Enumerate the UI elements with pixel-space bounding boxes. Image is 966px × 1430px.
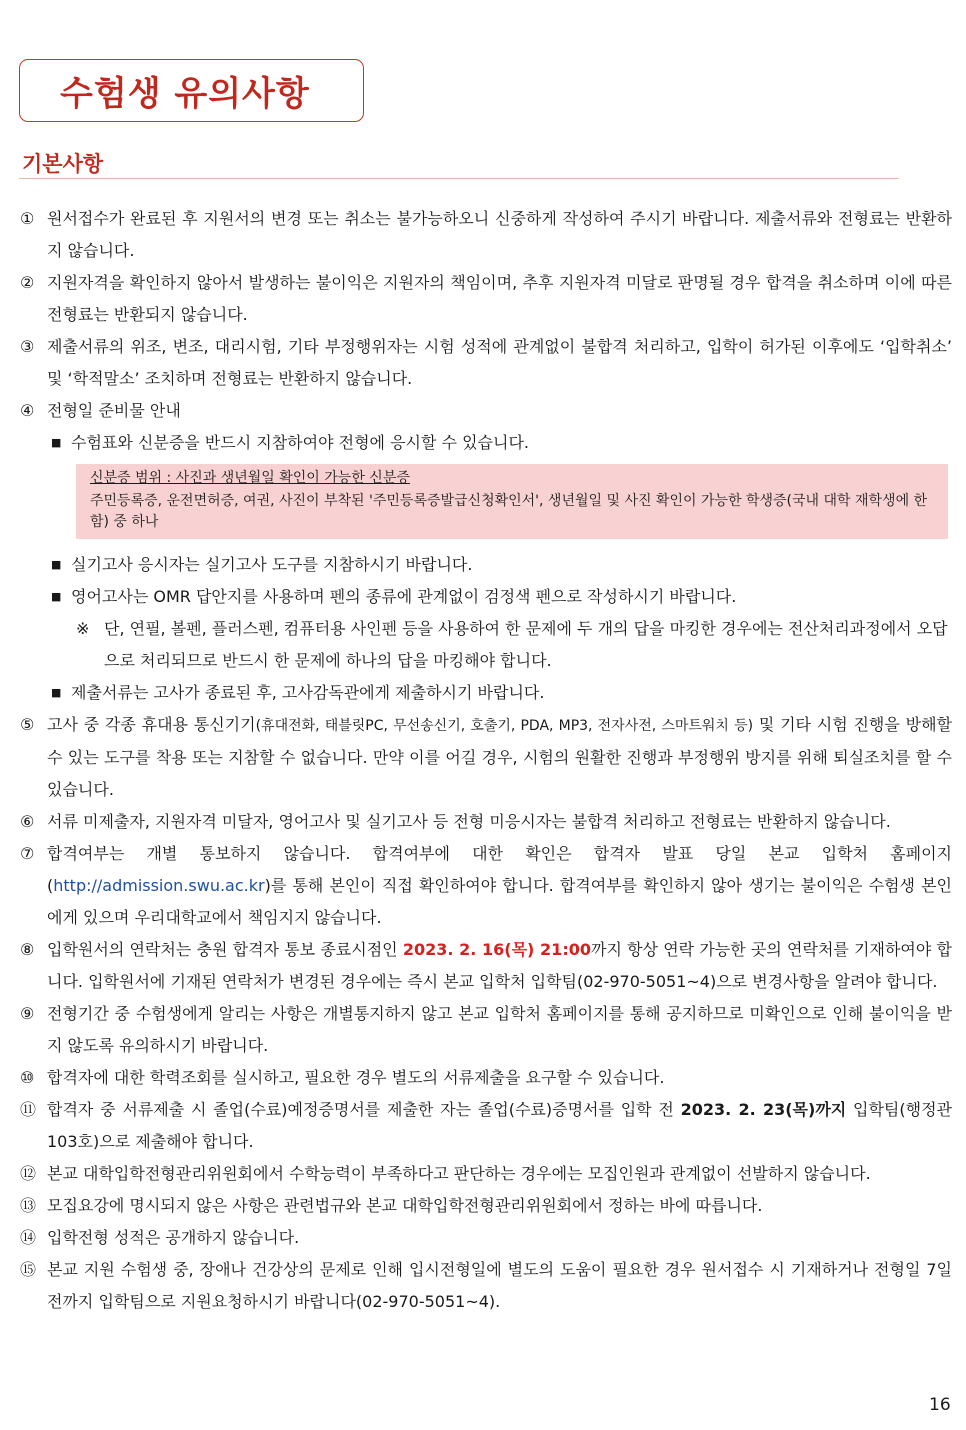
item-number: ⑦ <box>20 844 35 863</box>
item-text <box>47 709 952 806</box>
notice-item-2 <box>20 267 952 331</box>
notice-item-1 <box>20 203 952 267</box>
notice-item-10 <box>20 1062 952 1094</box>
sub-item-text: 수험표와 신분증을 반드시 지참하여야 전형에 응시할 수 있습니다. <box>71 433 530 452</box>
notice-item-14 <box>20 1222 952 1254</box>
id-card-info-box <box>76 464 948 539</box>
item-text-part: 합격자 중 서류제출 시 졸업(수료)예정증명서를 제출한 자는 졸업(수료)증명서를 입학 전 <box>47 1100 681 1119</box>
square-bullet-icon: ■ <box>51 558 62 571</box>
sub-item-text: 영어고사는 OMR 답안지를 사용하며 펜의 종류에 관계없이 검정색 펜으로 작성하시기 바랍니다. <box>71 587 737 606</box>
item-number: ③ <box>20 337 35 356</box>
item-text-part: 합격여부는 개별 통보하지 않습니다. 합격여부에 대한 확인은 합격자 발표 당일 본교 입학처 홈페이지 ( <box>47 844 952 895</box>
item-number: ⑤ <box>20 715 35 734</box>
note-text: 단, 연필, 볼펜, 플러스펜, 컴퓨터용 사인펜 등을 사용하여 한 문제에 두 개의 답을 마킹한 경우에는 전산처리과정에서 오답으로 처리되므로 반드시 한 문제에 하나의 답을 마킹해야 합니다. <box>104 619 948 670</box>
notice-item-4 <box>20 395 952 427</box>
item-text: 제출서류의 위조, 변조, 대리시험, 기타 부정행위자는 시험 성적에 관계없이 불합격 처리하고, 입학이 허가된 이후에도 ‘입학취소’ 및 ‘학적말소’ 조치하며 전형료는 반환하지 않습니다. <box>47 337 952 388</box>
item-number: ⑮ <box>20 1260 37 1279</box>
item-number: ⑬ <box>20 1196 37 1215</box>
item-number: ⑨ <box>20 1004 35 1023</box>
item-text-part: )를 통해 본인이 직접 확인하여야 합니다. 합격여부를 확인하지 않아 생기는 불이익은 수험생 본인에게 있으며 우리대학교에서 책임지지 않습니다. <box>47 876 952 927</box>
page-number: 16 <box>929 1395 951 1415</box>
item-text: 원서접수가 완료된 후 지원서의 변경 또는 취소는 불가능하오니 신중하게 작성하여 주시기 바랍니다. 제출서류와 전형료는 반환하지 않습니다. <box>47 209 952 260</box>
item-text-part: 고사 중 각종 휴대용 통신기기 <box>47 715 256 734</box>
item-text-part: 까지 항상 연락 가능한 곳의 연락처를 기재하여야 합니다. 입학원서에 기재된 연락처가 변경된 경우에는 즉시 본교 입학처 입학팀(02-970-5051~4)으로 변경사항을 알려야 합니다. <box>47 940 952 991</box>
item-text: 본교 대학입학전형관리위원회에서 수학능력이 부족하다고 판단하는 경우에는 모집인원과 관계없이 선발하지 않습니다. <box>47 1164 871 1183</box>
square-bullet-icon: ■ <box>51 436 62 449</box>
notice-item-11 <box>20 1094 952 1158</box>
item-number: ⑩ <box>20 1068 35 1087</box>
item-text: 합격자에 대한 학력조회를 실시하고, 필요한 경우 별도의 서류제출을 요구할 수 있습니다. <box>47 1068 665 1087</box>
item-text <box>47 1094 952 1158</box>
item-number: ④ <box>20 401 35 420</box>
reference-mark-icon: ※ <box>76 619 90 638</box>
deadline-highlight: 2023. 2. 23(목)까지 <box>680 1100 847 1119</box>
notice-item-9 <box>20 998 952 1062</box>
sub-item <box>20 677 952 709</box>
device-list: (휴대전화, 태블릿PC, 무선송신기, 호출기, PDA, MP3, 전자사전, 스마트워치 등) <box>255 718 754 734</box>
section-divider <box>19 178 899 179</box>
info-box-title: 신분증 범위 : 사진과 생년월일 확인이 가능한 신분증 <box>90 470 410 486</box>
info-box-text: 주민등록증, 운전면허증, 여권, 사진이 부착된 '주민등록증발급신청확인서', 생년월일 및 사진 확인이 가능한 학생증(국내 대학 재학생에 한함) 중 하나 <box>90 493 928 530</box>
sub-item <box>20 427 952 459</box>
item-text-part: 입학팀(행정관 103호)으로 제출해야 합니다. <box>47 1100 952 1151</box>
item-text-part: 입학원서의 연락처는 충원 합격자 통보 종료시점인 <box>47 940 403 959</box>
note-item <box>20 613 952 677</box>
item-text-part: 및 기타 시험 진행을 방해할 수 있는 도구를 착용 또는 지참할 수 없습니다. 만약 이를 어길 경우, 시험의 원활한 진행과 부정행위 방지를 위해 퇴실조치를 할 수 있습니다. <box>47 715 952 799</box>
admission-homepage-link[interactable]: http://admission.swu.ac.kr <box>53 876 265 895</box>
notice-item-3 <box>20 331 952 395</box>
item-number: ⑧ <box>20 940 35 959</box>
notice-item-6 <box>20 806 952 838</box>
section-title: 기본사항 <box>22 152 104 176</box>
notice-item-7 <box>20 838 952 934</box>
item-number: ② <box>20 273 35 292</box>
item-number: ⑭ <box>20 1228 37 1247</box>
notice-list <box>20 203 952 1318</box>
notice-item-5 <box>20 709 952 806</box>
sub-item <box>20 581 952 613</box>
square-bullet-icon: ■ <box>51 686 62 699</box>
sub-item-text: 실기고사 응시자는 실기고사 도구를 지참하시기 바랍니다. <box>71 555 473 574</box>
item-text <box>47 838 952 934</box>
item-text: 지원자격을 확인하지 않아서 발생하는 불이익은 지원자의 책임이며, 추후 지원자격 미달로 판명될 경우 합격을 취소하며 이에 따른 전형료는 반환되지 않습니다. <box>47 273 952 324</box>
notice-item-12 <box>20 1158 952 1190</box>
page-title: 수험생 유의사항 <box>19 59 364 122</box>
item-text: 모집요강에 명시되지 않은 사항은 관련법규와 본교 대학입학전형관리위원회에서 정하는 바에 따릅니다. <box>47 1196 763 1215</box>
item-text: 전형일 준비물 안내 <box>47 401 181 420</box>
sub-item-text: 제출서류는 고사가 종료된 후, 고사감독관에게 제출하시기 바랍니다. <box>71 683 545 702</box>
square-bullet-icon: ■ <box>51 590 62 603</box>
item-number: ⑫ <box>20 1164 37 1183</box>
notice-item-15 <box>20 1254 952 1318</box>
item-number: ⑥ <box>20 812 35 831</box>
item-text <box>47 934 952 998</box>
notice-item-8 <box>20 934 952 998</box>
item-text: 서류 미제출자, 지원자격 미달자, 영어고사 및 실기고사 등 전형 미응시자는 불합격 처리하고 전형료는 반환하지 않습니다. <box>47 812 891 831</box>
notice-item-13 <box>20 1190 952 1222</box>
sub-item <box>20 549 952 581</box>
item-number: ① <box>20 209 35 228</box>
item-text: 본교 지원 수험생 중, 장애나 건강상의 문제로 인해 입시전형일에 별도의 도움이 필요한 경우 원서접수 시 기재하거나 전형일 7일 전까지 입학팀으로 지원요청하시기 바랍니다(02-970-5051~4). <box>47 1260 952 1311</box>
item-text: 전형기간 중 수험생에게 알리는 사항은 개별통지하지 않고 본교 입학처 홈페이지를 통해 공지하므로 미확인으로 인해 불이익을 받지 않도록 유의하시기 바랍니다. <box>47 1004 952 1055</box>
item-text: 입학전형 성적은 공개하지 않습니다. <box>47 1228 300 1247</box>
item-number: ⑪ <box>20 1100 37 1119</box>
deadline-highlight: 2023. 2. 16(목) 21:00 <box>402 940 591 959</box>
